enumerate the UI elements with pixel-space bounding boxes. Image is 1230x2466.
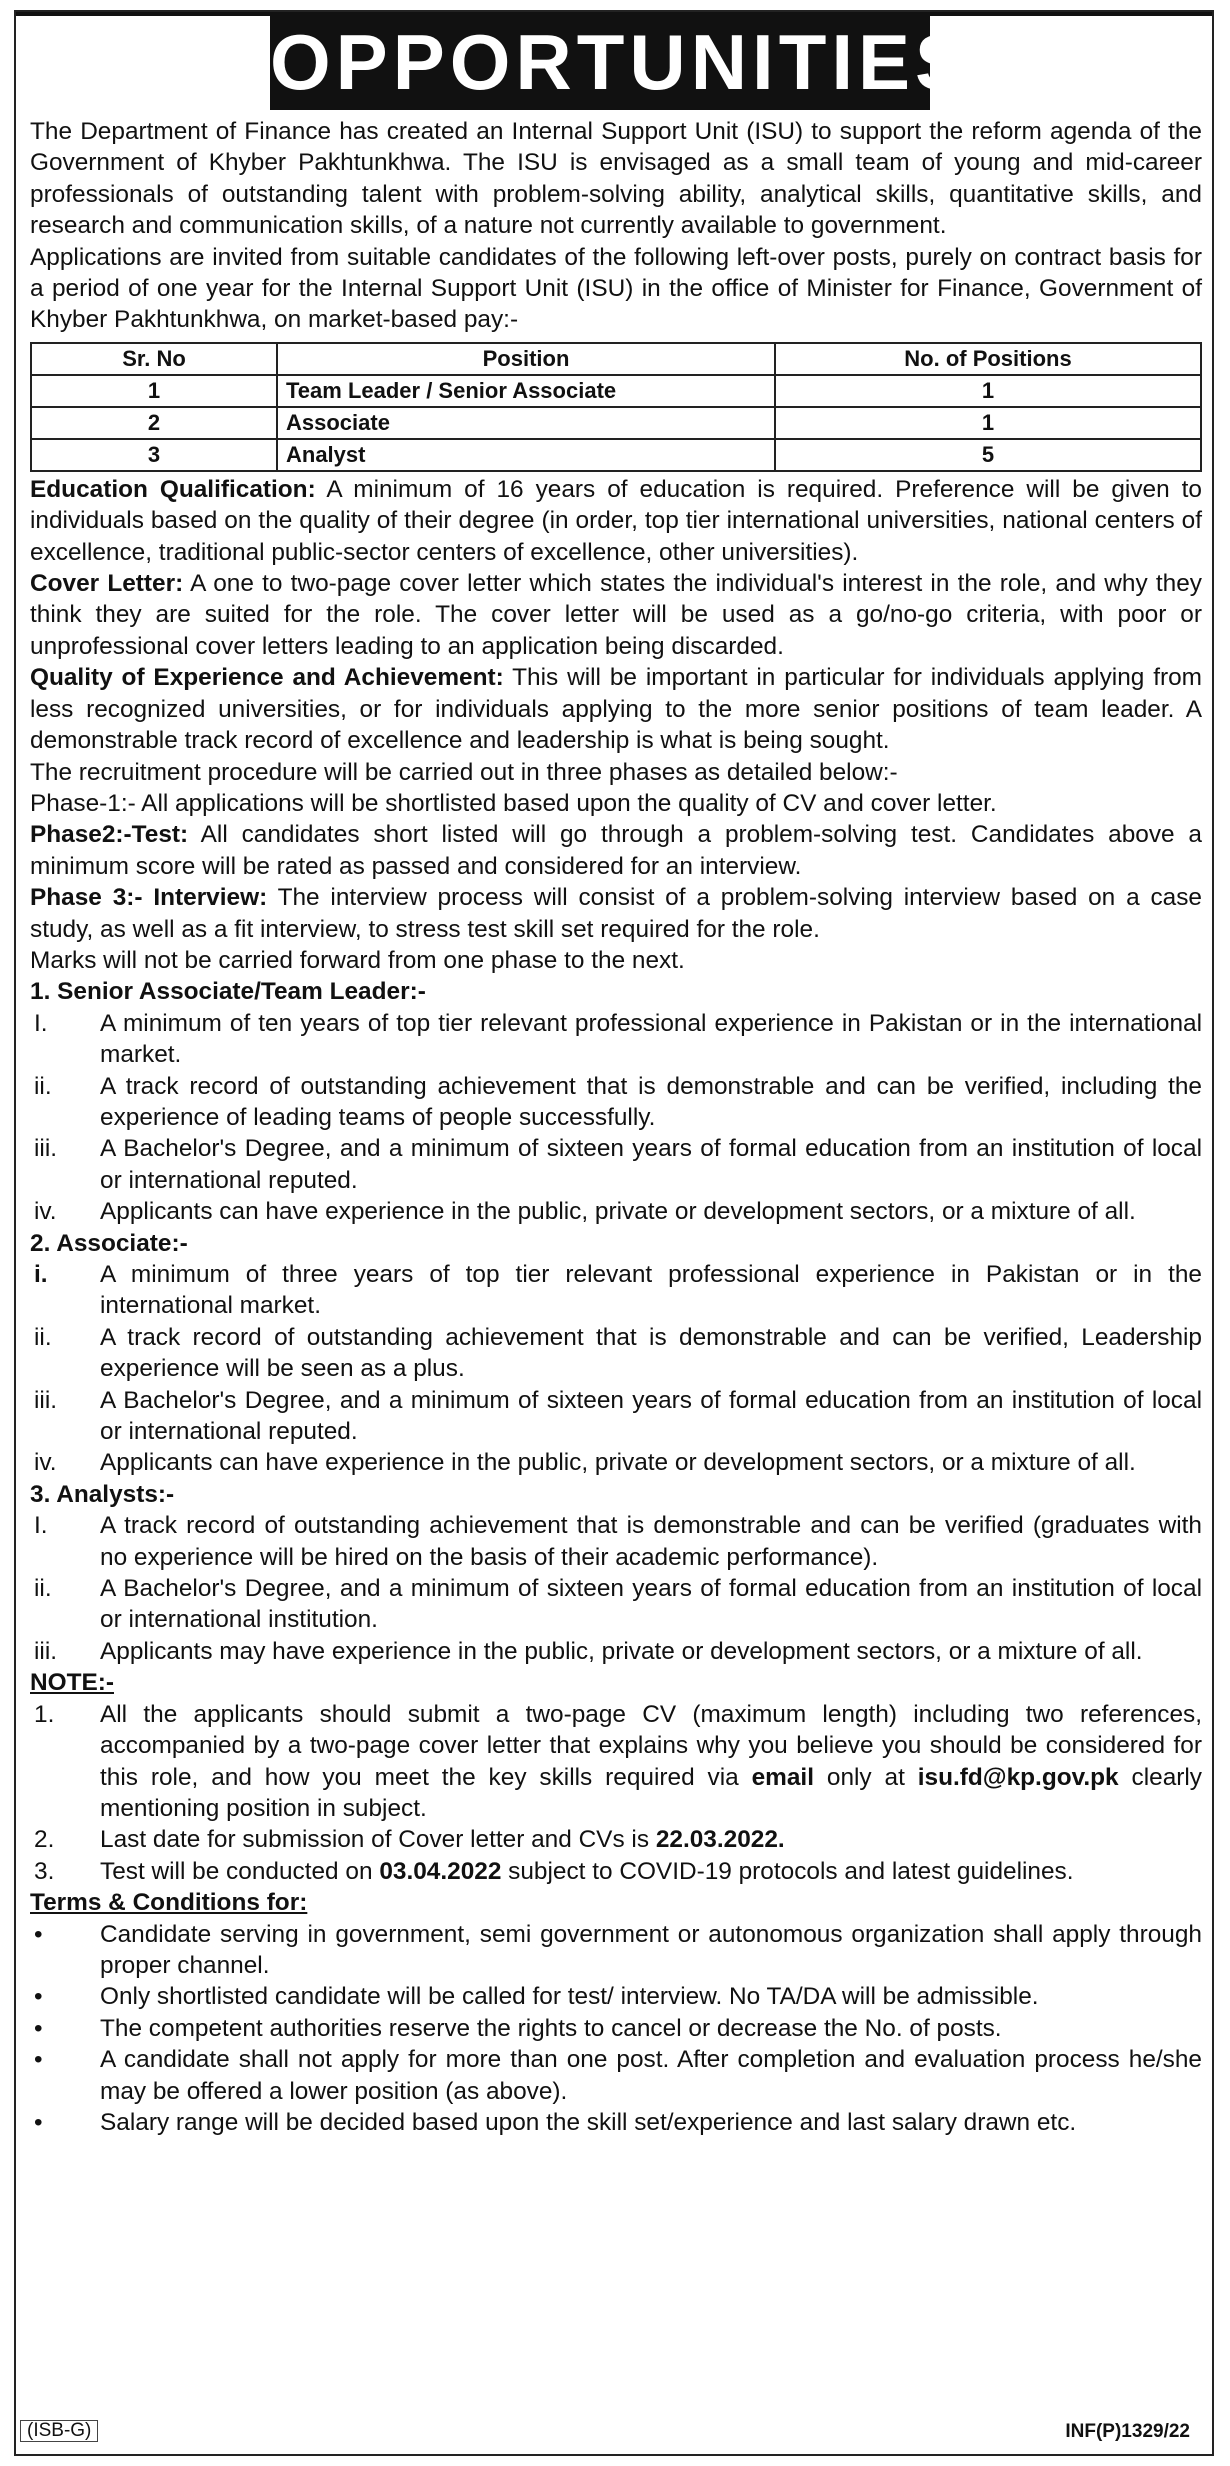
cover-text: A one to two-page cover letter which states the individual's interest in the role, and why they think they are suited for the role. The cover letter will be used as a go/no-go criteria, with poor or unprofessional cover letters leading to an application being discarded. <box>30 570 1202 660</box>
terms-text: Candidate serving in government, semi government or autonomous organization shall apply through proper channel. <box>100 1920 1202 1979</box>
table-row <box>31 375 1201 407</box>
list-item <box>30 1447 1202 1478</box>
phase-2-text: All candidates short listed will go through a problem-solving test. Candidates above a minimum score will be rated as passed and considered for an interview. <box>30 821 1202 880</box>
cover-label: Cover Letter: <box>30 570 184 598</box>
note-item <box>30 1699 1202 1825</box>
list-item <box>30 1510 1202 1573</box>
note-marker: 3. <box>34 1857 55 1885</box>
note-item <box>30 1824 1202 1855</box>
item-text: A Bachelor's Degree, and a minimum of sixteen years of formal education from an institution of local or international reputed. <box>100 1135 1202 1194</box>
section-associate-title: 2. Associate:- <box>30 1229 188 1257</box>
note-item <box>30 1856 1202 1887</box>
marks-note: Marks will not be carried forward from one phase to the next. <box>30 946 685 974</box>
list-item <box>30 1636 1202 1667</box>
phase-1: Phase-1:- All applications will be shortlisted based upon the quality of CV and cover letter. <box>30 789 997 817</box>
note-3-text-b: subject to COVID-19 protocols and latest guidelines. <box>501 1857 1074 1885</box>
cell-count: 1 <box>775 407 1201 439</box>
terms-item <box>30 1981 1202 2012</box>
section-analysts-title: 3. Analysts:- <box>30 1480 175 1508</box>
terms-item <box>30 2044 1202 2107</box>
col-header-count: No. of Positions <box>775 343 1201 375</box>
item-text: A track record of outstanding achievement that is demonstrable and can be verified, including the experience of leading teams of people successfully. <box>100 1072 1202 1131</box>
education-label: Education Qualification: <box>30 475 316 503</box>
note-1-text-c: clearly mentioning position in subject. <box>100 1763 1202 1822</box>
list-item <box>30 1071 1202 1134</box>
title-banner <box>270 14 973 110</box>
cell-count: 5 <box>775 439 1201 471</box>
cell-count: 1 <box>775 375 1201 407</box>
bullet-icon: • <box>34 1983 43 2011</box>
bullet-icon: • <box>34 2108 43 2136</box>
item-marker: ii. <box>34 1575 52 1603</box>
item-text: A track record of outstanding achievement that is demonstrable and can be verified (graduates with no experience will be hired on the basis of their academic performance). <box>100 1512 1202 1571</box>
col-header-sr-no: Sr. No <box>31 343 277 375</box>
note-text <box>100 1824 1202 1855</box>
note-text <box>100 1699 1202 1825</box>
item-marker: iv. <box>34 1449 57 1477</box>
item-text: A Bachelor's Degree, and a minimum of sixteen years of formal education from an institution of local or international institution. <box>100 1575 1202 1634</box>
note-1-text-a: All the applicants should submit a two-page CV (maximum length) including two references, accompanied by a two-page cover letter that explains why you believe you should be considered for this role, and how you meet the key skills required via <box>100 1700 1202 1791</box>
note-3-text-a: Test will be conducted on <box>100 1857 380 1885</box>
item-text: A track record of outstanding achievement that is demonstrable and can be verified, Leadership experience will be seen as a plus. <box>100 1323 1202 1383</box>
education-qualification <box>30 474 1202 568</box>
education-text: A minimum of 16 years of education is required. Preference will be given to individuals based on the quality of their degree (in order, top tier international universities, national centers of excellence, traditional public-sector centers of excellence, other universities). <box>30 475 1202 566</box>
item-text: Applicants can have experience in the public, private or development sectors, or a mixture of all. <box>100 1198 1136 1226</box>
list-item <box>30 1196 1202 1227</box>
cell-position: Team Leader / Senior Associate <box>277 375 775 407</box>
table-header-row <box>31 343 1201 375</box>
note-text <box>100 1856 1202 1887</box>
terms-text: A candidate shall not apply for more than one post. After completion and evaluation process he/she may be offered a lower position (as above). <box>100 2046 1202 2105</box>
terms-item <box>30 1919 1202 1982</box>
cell-sr-no: 1 <box>31 375 277 407</box>
page-title: OPPORTUNITIES <box>270 18 973 106</box>
phase-3-text: The interview process will consist of a problem-solving interview based on a case study, as well as a fit interview, to stress test skill set required for the role. <box>30 884 1202 943</box>
cell-sr-no: 2 <box>31 407 277 439</box>
item-marker: iv. <box>34 1198 57 1226</box>
bullet-icon: • <box>34 2046 43 2074</box>
item-text: A minimum of ten years of top tier relevant professional experience in Pakistan or in the international market. <box>100 1009 1202 1069</box>
cell-position: Analyst <box>277 439 775 471</box>
item-marker: iii. <box>34 1637 58 1665</box>
cover-letter <box>30 568 1202 662</box>
note-1-text-b: only at <box>813 1763 918 1791</box>
phase-3-label: Phase 3:- Interview: <box>30 884 268 912</box>
email-address: isu.fd@kp.gov.pk <box>917 1763 1119 1791</box>
advertisement-body <box>30 116 1202 2138</box>
list-item <box>30 1259 1202 1322</box>
terms-text: Salary range will be decided based upon the skill set/experience and last salary drawn etc. <box>100 2108 1077 2136</box>
note-title: NOTE:- <box>30 1669 114 1697</box>
terms-text: Only shortlisted candidate will be called for test/ interview. No TA/DA will be admissible. <box>100 1983 1039 2011</box>
intro-paragraph: The Department of Finance has created an Internal Support Unit (ISU) to support the reform agenda of the Government of Khyber Pakhtunkhwa. The ISU is envisaged as a small team of young and mid-career professionals of outstanding talent with problem-solving ability, analytical skills, quantitative skills, and research and communication skills, of a nature not currently available to government. <box>30 118 1202 240</box>
positions-table <box>30 342 1202 472</box>
item-text: Applicants may have experience in the public, private or development sectors, or a mixture of all. <box>100 1637 1143 1665</box>
item-text: A Bachelor's Degree, and a minimum of sixteen years of formal education from an institution of local or international reputed. <box>100 1386 1202 1446</box>
footer-isb-code: (ISB-G) <box>20 2420 98 2442</box>
list-item <box>30 1133 1202 1196</box>
table-row <box>31 439 1201 471</box>
section-senior-associate-title: 1. Senior Associate/Team Leader:- <box>30 978 426 1006</box>
phase-2 <box>30 819 1202 882</box>
note-marker: 1. <box>34 1700 55 1728</box>
quality-text: This will be important in particular for individuals applying from less recognized universities, or for individuals applying to the more senior positions of team leader. A demonstrable track record of excellence and leadership is what is being sought. <box>30 664 1202 755</box>
list-item <box>30 1008 1202 1071</box>
item-marker: i. <box>34 1261 48 1288</box>
table-row <box>31 407 1201 439</box>
item-marker: ii. <box>34 1072 52 1100</box>
bullet-icon: • <box>34 2014 43 2042</box>
note-2-text: Last date for submission of Cover letter and CVs is <box>100 1826 656 1854</box>
quality-label: Quality of Experience and Achievement: <box>30 664 504 692</box>
list-item <box>30 1573 1202 1636</box>
quality-of-experience <box>30 662 1202 756</box>
list-item <box>30 1322 1202 1385</box>
footer-inf-code: INF(P)1329/22 <box>1065 2421 1190 2442</box>
test-date: 03.04.2022 <box>379 1857 502 1885</box>
item-text: A minimum of three years of top tier relevant professional experience in Pakistan or in the international market. <box>100 1261 1202 1320</box>
phase-2-label: Phase2:-Test: <box>30 821 189 849</box>
item-marker: I. <box>34 1009 48 1037</box>
terms-item <box>30 2107 1202 2138</box>
cell-sr-no: 3 <box>31 439 277 471</box>
item-marker: iii. <box>34 1386 58 1414</box>
item-marker: ii. <box>34 1323 52 1351</box>
terms-item <box>30 2013 1202 2044</box>
terms-text: The competent authorities reserve the rights to cancel or decrease the No. of posts. <box>100 2014 1002 2042</box>
advertisement-footer <box>14 2420 1210 2444</box>
note-1-email-word: email <box>751 1763 814 1791</box>
col-header-position: Position <box>277 343 775 375</box>
procedure-intro: The recruitment procedure will be carried out in three phases as detailed below:- <box>30 758 898 786</box>
item-marker: I. <box>34 1512 48 1540</box>
cell-position: Associate <box>277 407 775 439</box>
list-item <box>30 1385 1202 1448</box>
note-marker: 2. <box>34 1826 55 1854</box>
phase-3 <box>30 882 1202 945</box>
invitation-paragraph: Applications are invited from suitable candidates of the following left-over posts, purely on contract basis for a period of one year for the Internal Support Unit (ISU) in the office of Minister for Finance, Government of Khyber Pakhtunkhwa, on market-based pay:- <box>30 243 1202 334</box>
terms-title: Terms & Conditions for: <box>30 1889 308 1917</box>
last-date: 22.03.2022. <box>655 1826 785 1854</box>
bullet-icon: • <box>34 1920 43 1948</box>
item-marker: iii. <box>34 1135 58 1163</box>
item-text: Applicants can have experience in the public, private or development sectors, or a mixture of all. <box>100 1449 1136 1477</box>
